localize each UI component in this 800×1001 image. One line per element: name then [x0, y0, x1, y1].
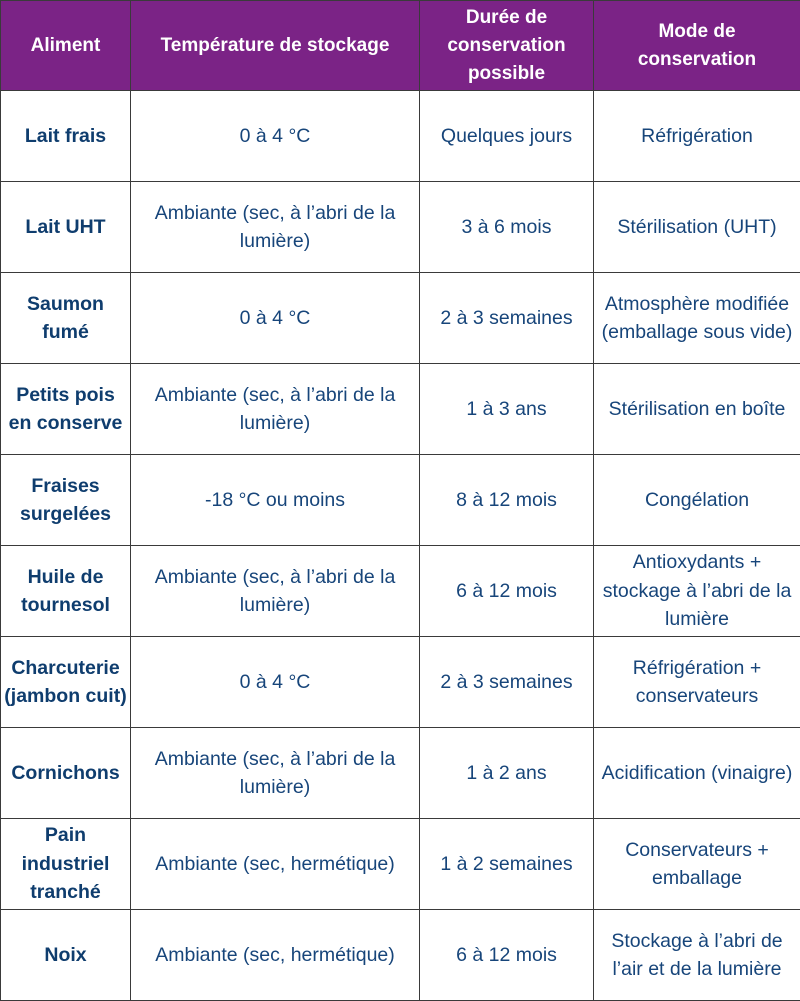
header-temperature: Température de stockage: [131, 1, 420, 91]
cell-temperature: Ambiante (sec, hermétique): [131, 910, 420, 1001]
cell-mode: Réfrigération: [594, 91, 800, 182]
cell-temperature: -18 °C ou moins: [131, 455, 420, 546]
cell-mode: Congélation: [594, 455, 800, 546]
cell-duree: 8 à 12 mois: [420, 455, 594, 546]
cell-aliment: Saumon fumé: [1, 273, 131, 364]
table-row: [1, 364, 800, 455]
cell-mode: Réfrigération + conservateurs: [594, 637, 800, 728]
table-row: [1, 91, 800, 182]
cell-aliment: Charcuterie (jambon cuit): [1, 637, 131, 728]
table-row: [1, 819, 800, 910]
cell-duree: 1 à 2 semaines: [420, 819, 594, 910]
cell-duree: 1 à 2 ans: [420, 728, 594, 819]
header-duree: Durée de conservation possible: [420, 1, 594, 91]
cell-mode: Conservateurs + emballage: [594, 819, 800, 910]
cell-temperature: 0 à 4 °C: [131, 91, 420, 182]
cell-duree: Quelques jours: [420, 91, 594, 182]
cell-duree: 1 à 3 ans: [420, 364, 594, 455]
cell-aliment: Petits pois en conserve: [1, 364, 131, 455]
cell-mode: Stockage à l’abri de l’air et de la lumière: [594, 910, 800, 1001]
cell-temperature: Ambiante (sec, à l’abri de la lumière): [131, 182, 420, 273]
cell-duree: 2 à 3 semaines: [420, 273, 594, 364]
cell-aliment: Lait UHT: [1, 182, 131, 273]
cell-duree: 2 à 3 semaines: [420, 637, 594, 728]
table-row: [1, 182, 800, 273]
cell-aliment: Huile de tournesol: [1, 546, 131, 637]
table-row: [1, 910, 800, 1001]
table-row: [1, 273, 800, 364]
cell-mode: Acidification (vinaigre): [594, 728, 800, 819]
cell-temperature: Ambiante (sec, à l’abri de la lumière): [131, 364, 420, 455]
cell-aliment: Fraises surgelées: [1, 455, 131, 546]
table-body: [1, 91, 800, 1001]
header-aliment: Aliment: [1, 1, 131, 91]
header-row: [1, 1, 800, 91]
cell-temperature: 0 à 4 °C: [131, 637, 420, 728]
cell-aliment: Lait frais: [1, 91, 131, 182]
cell-duree: 6 à 12 mois: [420, 546, 594, 637]
table-header: [1, 1, 800, 91]
table-row: [1, 546, 800, 637]
cell-mode: Stérilisation (UHT): [594, 182, 800, 273]
table-row: [1, 455, 800, 546]
cell-temperature: Ambiante (sec, hermétique): [131, 819, 420, 910]
cell-mode: Stérilisation en boîte: [594, 364, 800, 455]
table-row: [1, 637, 800, 728]
cell-mode: Antioxydants + stockage à l’abri de la lumière: [594, 546, 800, 637]
cell-aliment: Noix: [1, 910, 131, 1001]
cell-aliment: Pain industriel tranché: [1, 819, 131, 910]
cell-temperature: Ambiante (sec, à l’abri de la lumière): [131, 728, 420, 819]
cell-duree: 3 à 6 mois: [420, 182, 594, 273]
cell-mode: Atmosphère modifiée (emballage sous vide): [594, 273, 800, 364]
cell-temperature: 0 à 4 °C: [131, 273, 420, 364]
cell-aliment: Cornichons: [1, 728, 131, 819]
header-mode: Mode de conservation: [594, 1, 800, 91]
table-row: [1, 728, 800, 819]
cell-temperature: Ambiante (sec, à l’abri de la lumière): [131, 546, 420, 637]
cell-duree: 6 à 12 mois: [420, 910, 594, 1001]
